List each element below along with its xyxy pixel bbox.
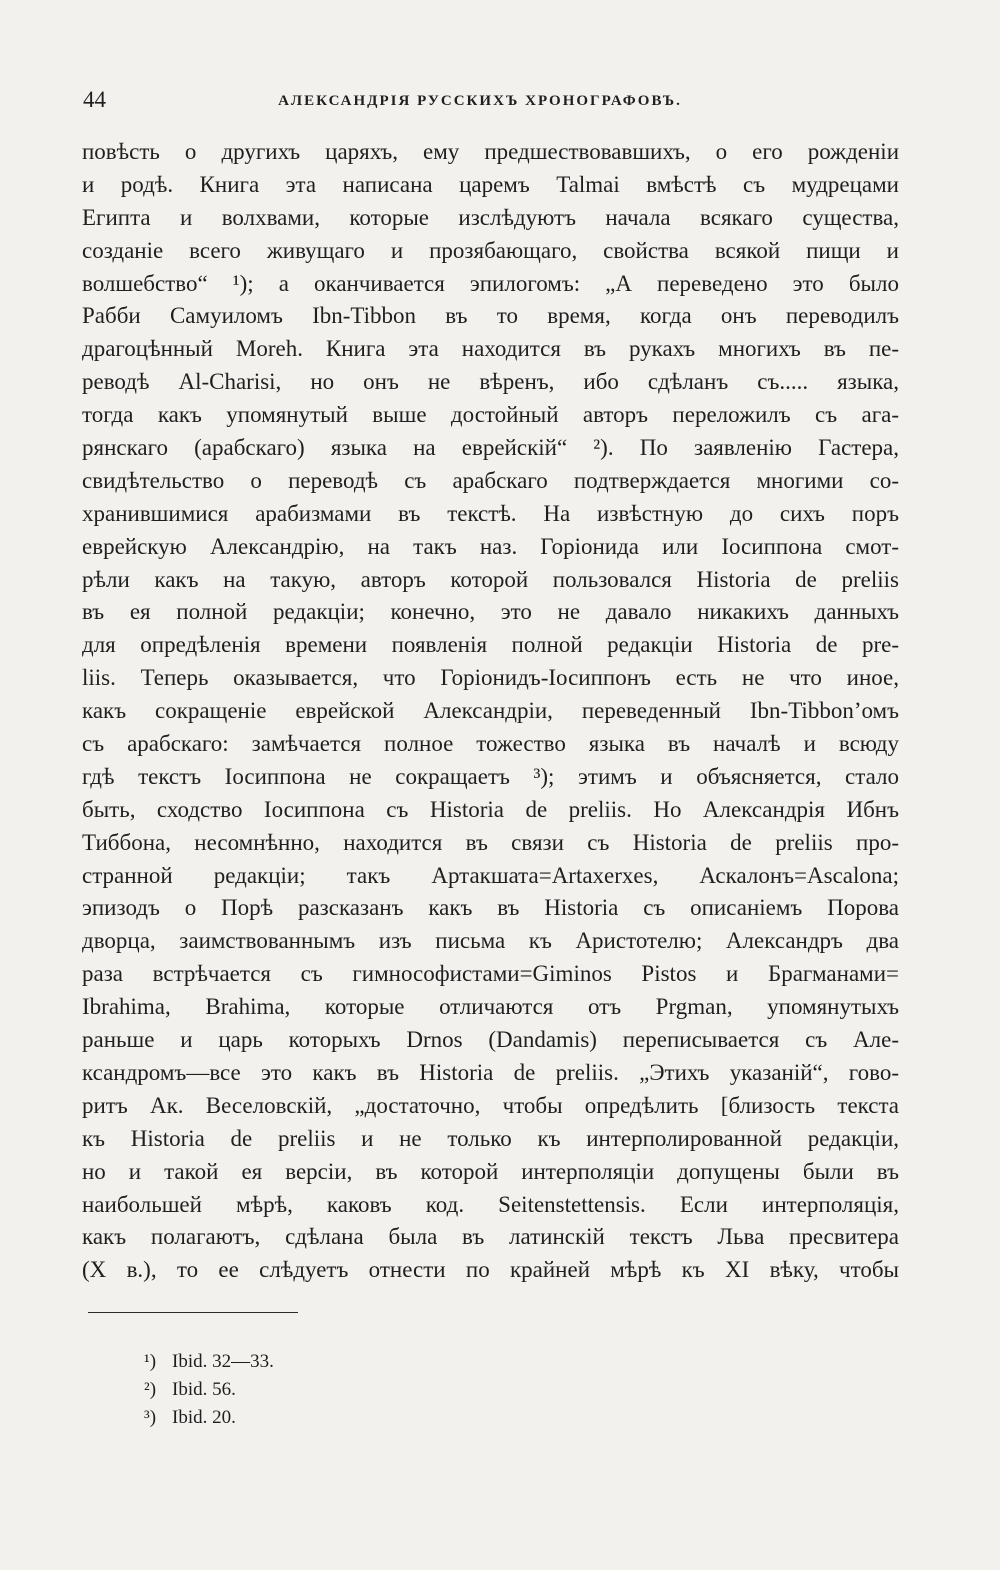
text-line: какъ сокращеніе еврейской Александріи, переведенный Ibn-Tibbon’омъ [82, 698, 899, 724]
text-line: быть, сходство Іосиппона съ Historia de preliis. Но Александрія Ибнъ [82, 796, 899, 822]
text-line: дворца, заимствованнымъ изъ письма къ Аристотелю; Александръ два [82, 928, 899, 954]
text-line: съ арабскаго: замѣчается полное тожество языка въ началѣ и всюду [82, 731, 899, 757]
footnote-text: Ibid. 20. [172, 1407, 236, 1428]
text-line: Ibrahima, Brahima, которые отличаются отъ Prgman, упомянутыхъ [82, 994, 899, 1020]
text-line: эпизодъ о Порѣ разсказанъ какъ въ Historia съ описаніемъ Порова [82, 895, 899, 921]
text-line: тогда какъ упомянутый выше достойный авторъ переложилъ съ ага- [82, 402, 899, 428]
footnote-text: Ibid. 32—33. [172, 1351, 274, 1372]
text-line: рянскаго (арабскаго) языка на еврейскій“ ²). По заявленію Гастера, [82, 435, 899, 461]
text-line: ритъ Ак. Веселовскій, „достаточно, чтобы опредѣлить [близость текста [82, 1092, 899, 1118]
text-line: свидѣтельство о переводѣ съ арабскаго подтверждается многими со- [82, 467, 899, 493]
text-line: liis. Теперь оказывается, что Горіонидъ-Іосиппонъ есть не что иное, [82, 665, 899, 691]
text-line: хранившимися арабизмами въ текстѣ. На извѣстную до сихъ поръ [82, 500, 899, 526]
footnote [144, 1348, 544, 1376]
text-line: въ ея полной редакціи; конечно, это не давало никакихъ данныхъ [82, 599, 899, 625]
text-line: какъ полагаютъ, сдѣлана была въ латинскій текстъ Льва пресвитера [82, 1224, 899, 1250]
page-number: 44 [83, 87, 106, 112]
footnote-text: Ibid. 56. [172, 1379, 236, 1400]
text-line: къ Historia de preliis и не только къ интерполированной редакціи, [82, 1125, 899, 1151]
text-line: Египта и волхвами, которые изслѣдуютъ начала всякаго существа, [82, 204, 899, 230]
footnote [144, 1404, 544, 1432]
text-line: реводѣ Al-Charisi, но онъ не вѣренъ, ибо сдѣланъ съ..... языка, [82, 369, 899, 395]
text-line: повѣсть о другихъ царяхъ, ему предшествовавшихъ, о его рожденіи [82, 139, 899, 164]
text-line: раза встрѣчается съ гимнософистами=Giminos Pistos и Брагманами= [82, 961, 899, 987]
footnote-divider [88, 1312, 298, 1313]
text-line: Тиббона, несомнѣнно, находится въ связи съ Historia de preliis про- [82, 829, 899, 855]
footnote-mark: ³) [144, 1407, 157, 1428]
text-line: гдѣ текстъ Іосиппона не сокращаетъ ³); этимъ и объясняется, стало [82, 763, 899, 789]
footnote-mark: ¹) [144, 1351, 157, 1372]
text-line: драгоцѣнный Moreh. Книга эта находится въ рукахъ многихъ въ пе- [82, 336, 899, 362]
text-line: Рабби Самуиломъ Ibn-Tibbon въ то время, когда онъ переводилъ [82, 303, 899, 329]
text-line: созданіе всего живущаго и прозябающаго, свойства всякой пищи и [82, 237, 899, 263]
body-text [82, 136, 899, 1287]
running-title: АЛЕКСАНДРІЯ РУССКИХЪ ХРОНОГРАФОВЪ. [278, 93, 682, 109]
text-line: волшебство“ ¹); а оканчивается эпилогомъ: „А переведено это было [82, 270, 899, 296]
footnote-mark: ²) [144, 1379, 157, 1400]
text-line: но и такой ея версіи, въ которой интерполяціи допущены были въ [82, 1158, 899, 1184]
text-line: странной редакціи; такъ Артакшата=Artaxerxes, Аскалонъ=Ascalona; [82, 862, 899, 888]
footnote [144, 1376, 544, 1404]
text-line: раньше и царь которыхъ Drnos (Dandamis) переписывается съ Але- [82, 1027, 899, 1053]
footnotes [144, 1348, 544, 1432]
text-line: наибольшей мѣрѣ, каковъ код. Seitenstettensis. Если интерполяція, [82, 1191, 899, 1217]
text-line: и родѣ. Книга эта написана царемъ Talmai вмѣстѣ съ мудрецами [82, 171, 899, 197]
text-line: еврейскую Александрію, на такъ наз. Горіонида или Іосиппона смот- [82, 533, 899, 559]
text-line: для опредѣленія времени появленія полной редакціи Historia de pre- [82, 632, 899, 658]
text-line: (X в.), то ее слѣдуетъ отнести по крайней мѣрѣ къ XI вѣку, чтобы [82, 1257, 899, 1283]
text-line: рѣли какъ на такую, авторъ которой пользовался Historia de preliis [82, 566, 899, 592]
text-line: ксандромъ—все это какъ въ Historia de preliis. „Этихъ указаній“, гово- [82, 1059, 899, 1085]
